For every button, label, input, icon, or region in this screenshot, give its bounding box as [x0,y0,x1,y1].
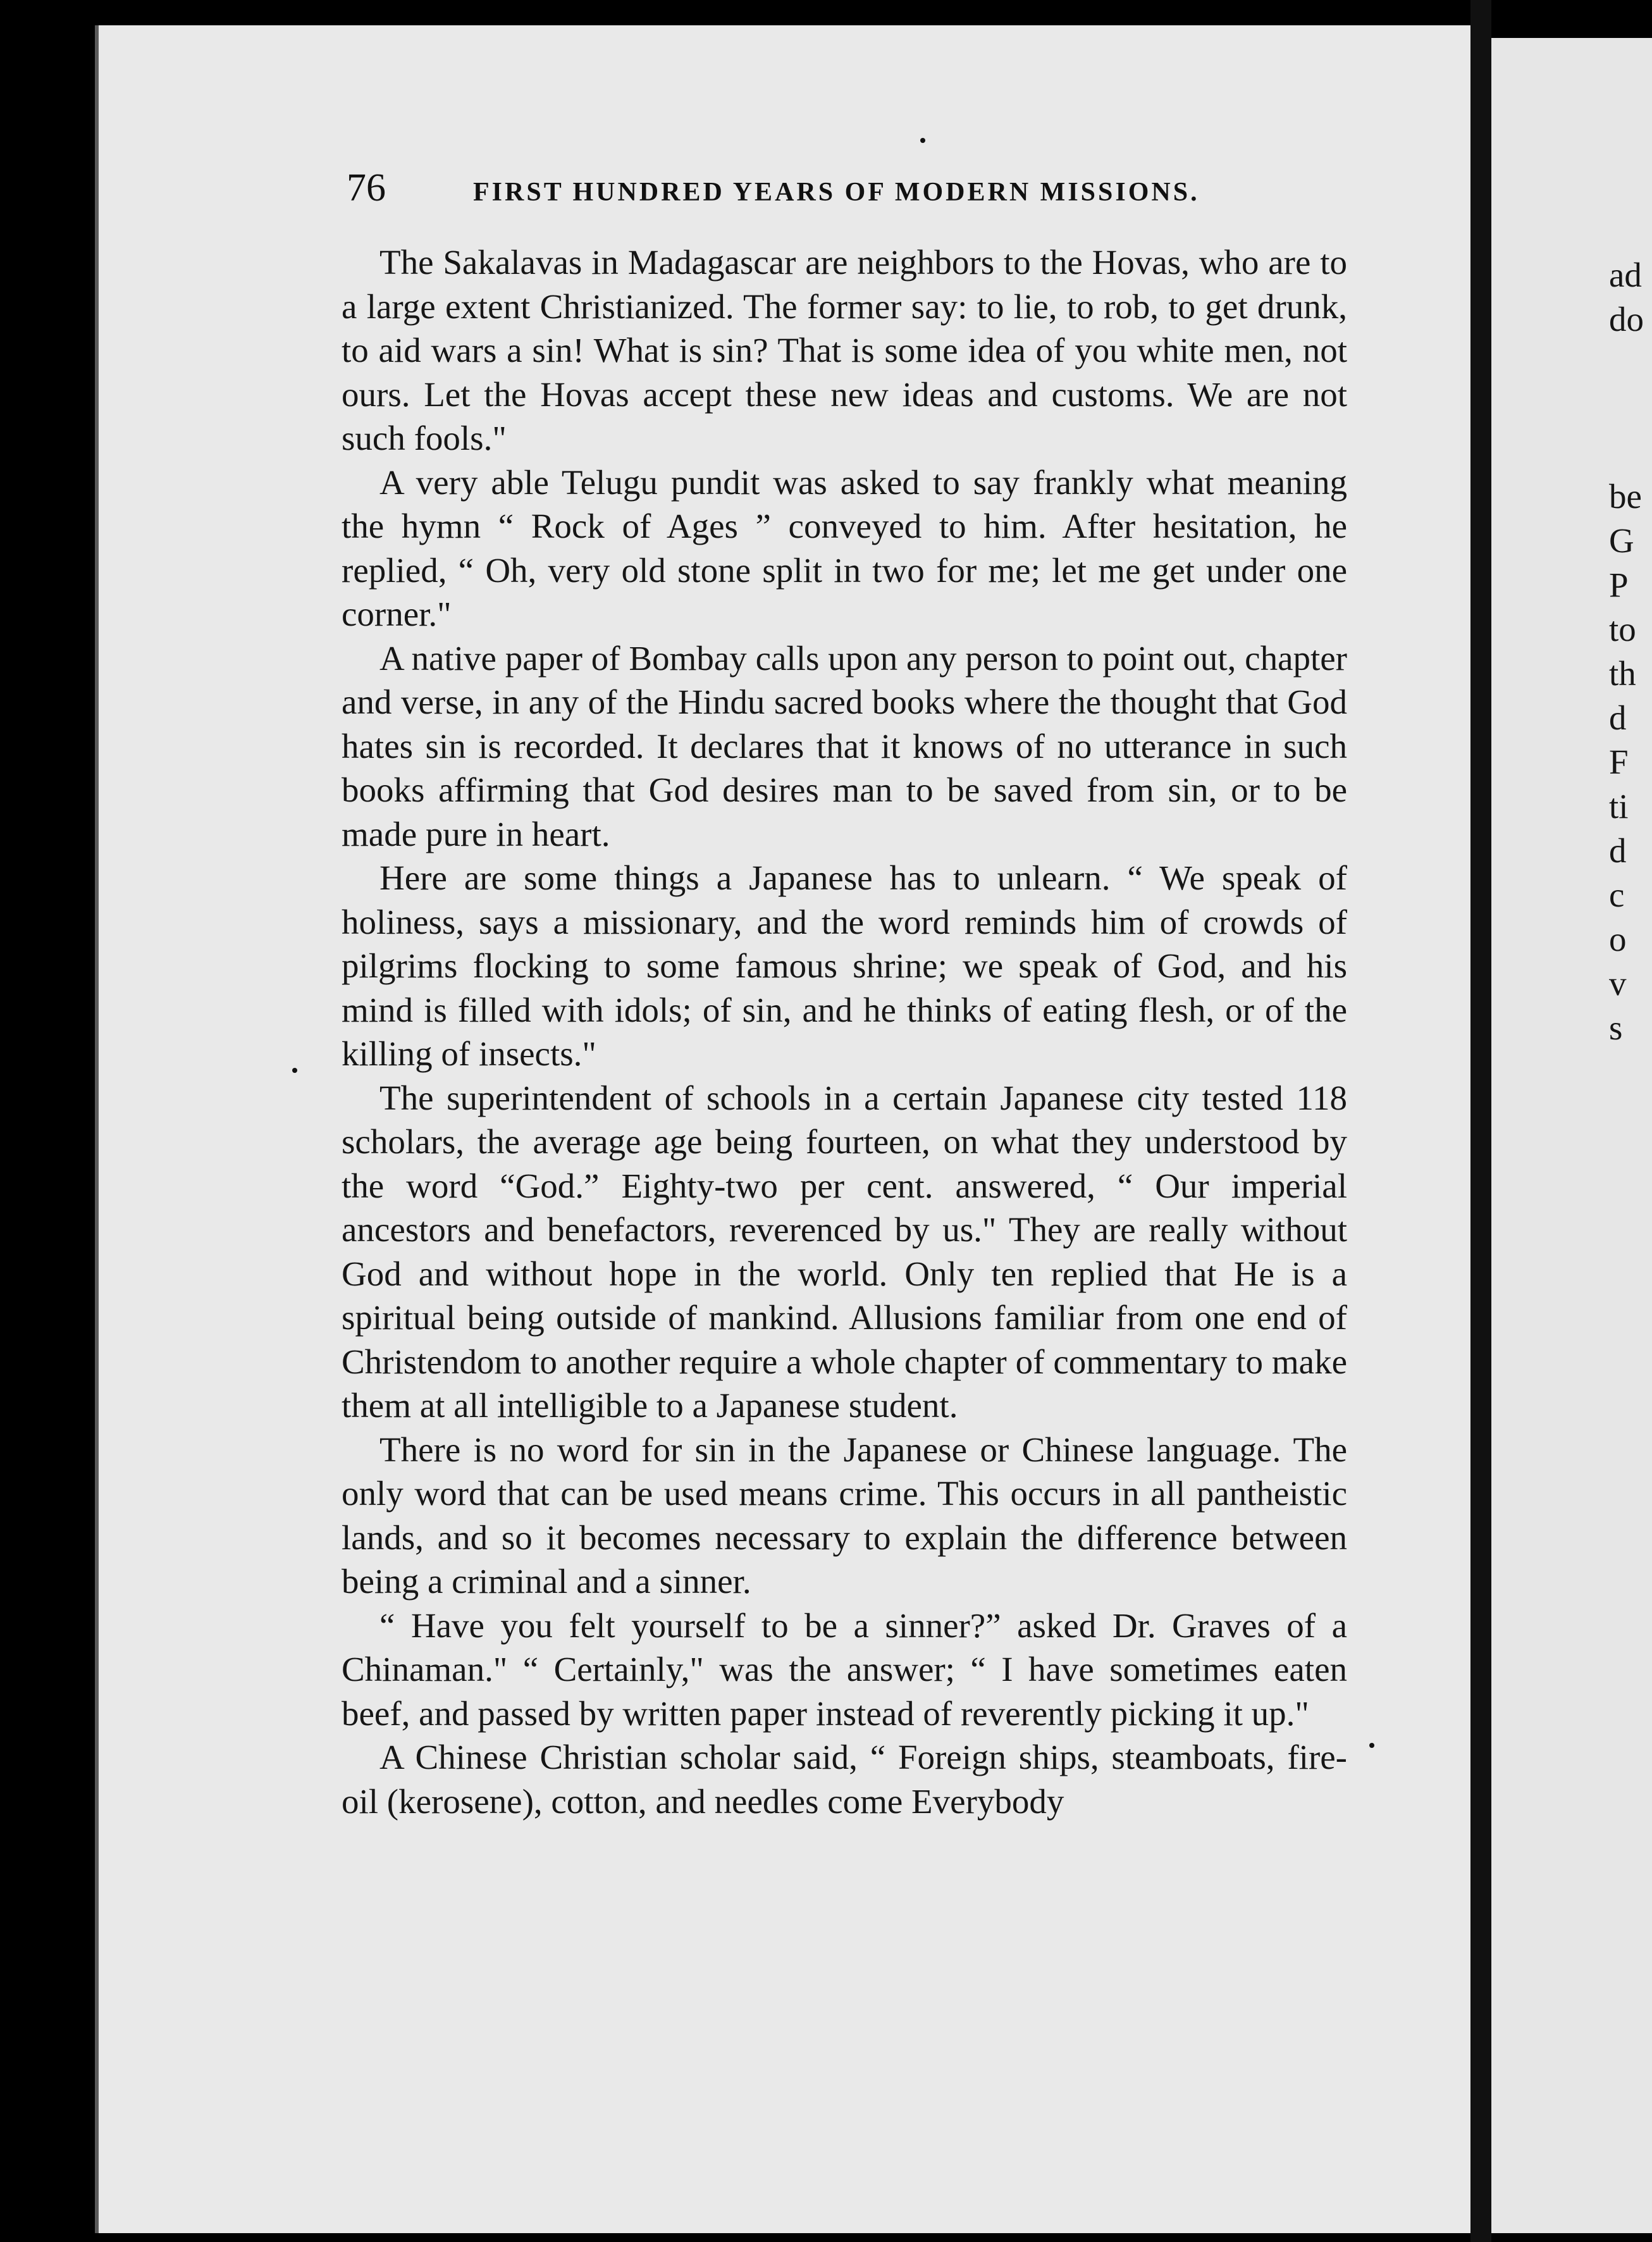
running-head: FIRST HUNDRED YEARS OF MODERN MISSIONS. [473,178,1200,207]
paragraph: A very able Telugu pundit was asked to say frankly what meaning the hymn “ Rock of Ages ” conveyed to him. After hesitation, he replied, “ Oh, very old stone split in two for me; let me get under one corner." [342,462,1347,633]
next-page-fragment: G [1609,521,1634,560]
next-page-fragment: s [1609,1008,1623,1047]
paragraph: “ Have you felt yourself to be a sinner?” asked Dr. Graves of a Chinaman." “ Certainly," was the answer; “ I have sometimes eaten beef, and passed by written paper instead of reverently picking it up." [342,1606,1347,1733]
next-page-fragment: d [1609,831,1627,870]
next-page-fragment: do [1609,300,1644,338]
next-page-fragment: P [1609,566,1629,604]
paragraph: A Chinese Christian scholar said, “ Foreign ships, steamboats, fire-oil (kerosene), cotton, and needles come Everybody [342,1738,1347,1821]
paragraph: The Sakalavas in Madagascar are neighbors to the Hovas, who are to a large extent Christianized. The former say: to lie, to rob, to get drunk, to aid wars a sin! What is sin? That is some idea of you white men, not ours. Let the Hovas accept these new ideas and customs. We are not such fools." [342,243,1347,457]
next-page-fragment: v [1609,964,1627,1003]
scan-speck [920,138,925,143]
paragraph: The superintendent of schools in a certain Japanese city tested 118 scholars, the average age being fourteen, on what they understood by the word “God.” Eighty-two per cent. answered, “ Our imperial ancestors and benefactors, reverenced by us." They are really without God and without hope in the world. Only ten replied that He is a spiritual being outside of mankind. Allusions familiar from one end of Christendom to another require a whole chapter of commentary to make them at all intelligible to a Japanese student. [342,1078,1347,1425]
next-page-fragment: to [1609,610,1636,648]
paragraph: There is no word for sin in the Japanese or Chinese language. The only word that can be used means crime. This occurs in all pantheistic lands, and so it becomes necessary to explain the difference between being a criminal and a sinner. [342,1430,1347,1601]
page-header [347,166,1359,211]
page-number: 76 [347,166,386,209]
body-text [342,240,1347,1823]
book-gutter [1470,0,1491,2242]
scan-speck [1369,1743,1374,1748]
next-page-fragment: o [1609,920,1627,958]
next-page-fragment: ti [1609,787,1629,826]
paragraph: Here are some things a Japanese has to unlearn. “ We speak of holiness, says a missionary, and the word reminds him of crowds of pilgrims flocking to some famous shrine; we speak of God, and his mind is filled with idols; of sin, and he thinks of eating flesh, or of the killing of insects." [342,858,1347,1073]
next-page-fragment: th [1609,654,1636,693]
paragraph: A native paper of Bombay calls upon any person to point out, chapter and verse, in any of the Hindu sacred books where the thought that God hates sin is recorded. It declares that it knows of no utterance in such books affirming that God desires man to be saved from sin, or to be made pure in heart. [342,638,1347,853]
next-page-fragment: ad [1609,256,1642,294]
next-page-fragment: be [1609,477,1642,516]
next-page-fragment: d [1609,698,1627,737]
book-page-right-partial [1491,38,1652,2233]
scan-speck [292,1068,297,1073]
next-page-fragment: F [1609,743,1629,781]
next-page-fragment: c [1609,876,1625,914]
